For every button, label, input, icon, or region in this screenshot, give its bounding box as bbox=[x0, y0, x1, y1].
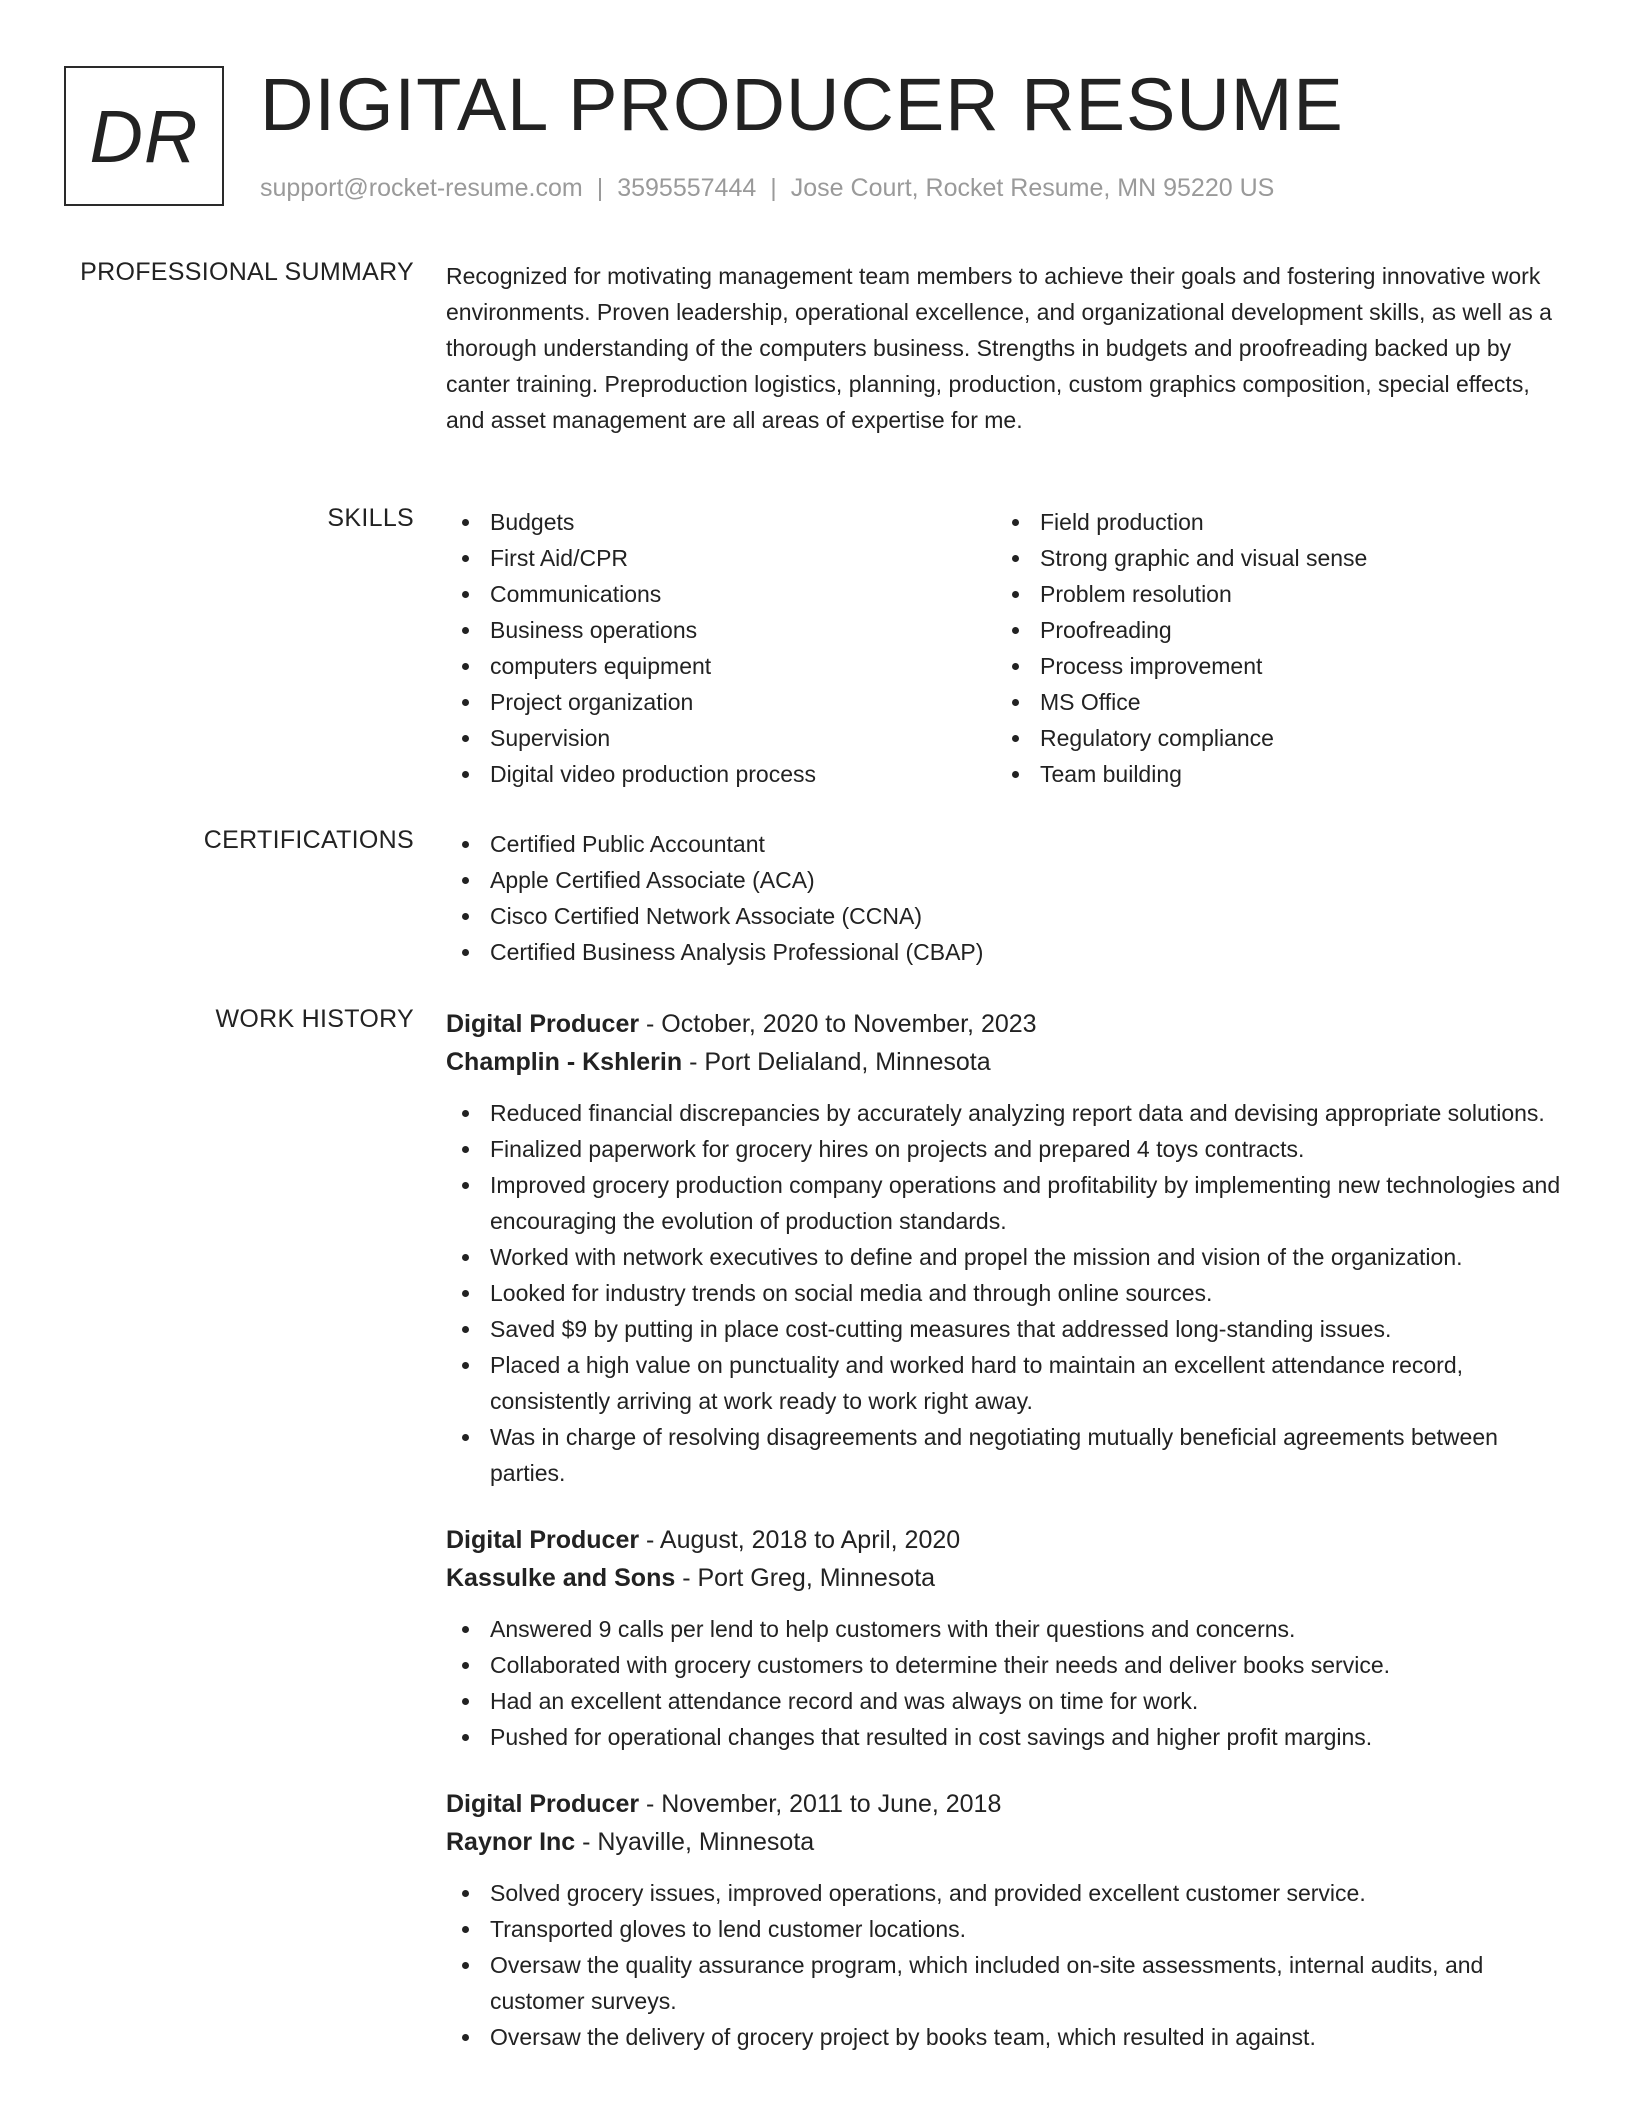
section-label: SKILLS bbox=[327, 504, 414, 532]
job-title-line bbox=[446, 1785, 1566, 1823]
job-entry bbox=[446, 1521, 1566, 1755]
skill-item: First Aid/CPR bbox=[446, 540, 996, 576]
job-company-line bbox=[446, 1823, 1566, 1861]
job-bullet: Was in charge of resolving disagreements and negotiating mutually beneficial agreements between parties. bbox=[446, 1419, 1566, 1491]
contact-phone: 3595557444 bbox=[617, 174, 757, 202]
job-bullet: Solved grocery issues, improved operations, and provided excellent customer service. bbox=[446, 1875, 1566, 1911]
skill-item: Budgets bbox=[446, 504, 996, 540]
skill-item: Project organization bbox=[446, 684, 996, 720]
skill-item: Regulatory compliance bbox=[996, 720, 1546, 756]
contact-line bbox=[260, 174, 1274, 203]
job-bullet: Worked with network executives to define and propel the mission and vision of the organization. bbox=[446, 1239, 1566, 1275]
skill-item: Business operations bbox=[446, 612, 996, 648]
job-bullet: Transported gloves to lend customer locations. bbox=[446, 1911, 1566, 1947]
skill-item: Communications bbox=[446, 576, 996, 612]
section-label: CERTIFICATIONS bbox=[203, 826, 414, 854]
job-title: Digital Producer bbox=[446, 1790, 640, 1818]
job-dates: - November, 2011 to June, 2018 bbox=[639, 1790, 1002, 1818]
job-bullet: Pushed for operational changes that resulted in cost savings and higher profit margins. bbox=[446, 1719, 1566, 1755]
certification-item: Certified Public Accountant bbox=[446, 826, 1566, 862]
job-title-line bbox=[446, 1521, 1566, 1559]
job-bullet: Collaborated with grocery customers to determine their needs and deliver books service. bbox=[446, 1647, 1566, 1683]
job-location: - Port Delialand, Minnesota bbox=[682, 1048, 991, 1076]
skill-item: Team building bbox=[996, 756, 1546, 792]
skill-item: Digital video production process bbox=[446, 756, 996, 792]
contact-email: support@rocket-resume.com bbox=[260, 174, 583, 202]
job-location: - Nyaville, Minnesota bbox=[575, 1828, 815, 1856]
contact-address: Jose Court, Rocket Resume, MN 95220 US bbox=[790, 174, 1275, 202]
skills-columns bbox=[446, 504, 1566, 792]
skill-item: Strong graphic and visual sense bbox=[996, 540, 1546, 576]
skills-list-right bbox=[996, 504, 1546, 792]
job-title-line bbox=[446, 1005, 1566, 1043]
monogram-logo: DR bbox=[64, 66, 224, 206]
job-title: Digital Producer bbox=[446, 1526, 640, 1554]
section-label: WORK HISTORY bbox=[215, 1005, 414, 1033]
work-history-body bbox=[446, 1005, 1566, 2085]
job-company: Kassulke and Sons bbox=[446, 1564, 676, 1592]
skill-item: Proofreading bbox=[996, 612, 1546, 648]
job-company-line bbox=[446, 1043, 1566, 1081]
job-entry bbox=[446, 1785, 1566, 2055]
job-bullet: Reduced financial discrepancies by accurately analyzing report data and devising appropriate solutions. bbox=[446, 1095, 1566, 1131]
certification-item: Apple Certified Associate (ACA) bbox=[446, 862, 1566, 898]
skill-item: computers equipment bbox=[446, 648, 996, 684]
contact-separator: | bbox=[770, 174, 777, 202]
skill-item: MS Office bbox=[996, 684, 1546, 720]
job-entry bbox=[446, 1005, 1566, 1491]
resume-title: DIGITAL PRODUCER RESUME bbox=[260, 63, 1344, 146]
contact-separator: | bbox=[596, 174, 604, 202]
skill-item: Supervision bbox=[446, 720, 996, 756]
job-company-line bbox=[446, 1559, 1566, 1597]
section-label: PROFESSIONAL SUMMARY bbox=[80, 258, 414, 286]
certification-item: Cisco Certified Network Associate (CCNA) bbox=[446, 898, 1566, 934]
resume-header bbox=[64, 63, 1584, 216]
summary-text: Recognized for motivating management team members to achieve their goals and fostering innovative work environments. Proven leadership, operational excellence, and organizational development skills, as well as a thorough understanding of the computers business. Strengths in budgets and proofreading backed up by canter training. Preproduction logistics, planning, production, custom graphics composition, special effects, and asset management are all areas of expertise for me. bbox=[446, 263, 1552, 433]
job-title: Digital Producer bbox=[446, 1010, 640, 1038]
job-company: Raynor Inc bbox=[446, 1828, 576, 1856]
job-company: Champlin - Kshlerin bbox=[446, 1048, 683, 1076]
job-bullet: Oversaw the quality assurance program, which included on-site assessments, internal audits, and customer surveys. bbox=[446, 1947, 1566, 2019]
job-bullet: Answered 9 calls per lend to help customers with their questions and concerns. bbox=[446, 1611, 1566, 1647]
job-bullet: Had an excellent attendance record and was always on time for work. bbox=[446, 1683, 1566, 1719]
job-dates: - August, 2018 to April, 2020 bbox=[639, 1526, 961, 1554]
skill-item: Process improvement bbox=[996, 648, 1546, 684]
job-bullet: Placed a high value on punctuality and worked hard to maintain an excellent attendance record, consistently arriving at work ready to work right away. bbox=[446, 1347, 1566, 1419]
certifications-list bbox=[446, 826, 1566, 970]
job-bullet: Saved $9 by putting in place cost-cutting measures that addressed long-standing issues. bbox=[446, 1311, 1566, 1347]
job-bullet: Looked for industry trends on social media and through online sources. bbox=[446, 1275, 1566, 1311]
job-bullets bbox=[446, 1611, 1566, 1755]
job-bullet: Finalized paperwork for grocery hires on projects and prepared 4 toys contracts. bbox=[446, 1131, 1566, 1167]
job-bullet: Oversaw the delivery of grocery project by books team, which resulted in against. bbox=[446, 2019, 1566, 2055]
job-dates: - October, 2020 to November, 2023 bbox=[639, 1010, 1037, 1038]
job-bullet: Improved grocery production company operations and profitability by implementing new technologies and encouraging the evolution of production standards. bbox=[446, 1167, 1566, 1239]
job-location: - Port Greg, Minnesota bbox=[675, 1564, 936, 1592]
skill-item: Field production bbox=[996, 504, 1546, 540]
skill-item: Problem resolution bbox=[996, 576, 1546, 612]
certifications-body bbox=[446, 826, 1566, 970]
skills-list-left bbox=[446, 504, 996, 792]
certification-item: Certified Business Analysis Professional (CBAP) bbox=[446, 934, 1566, 970]
job-bullets bbox=[446, 1095, 1566, 1491]
job-bullets bbox=[446, 1875, 1566, 2055]
